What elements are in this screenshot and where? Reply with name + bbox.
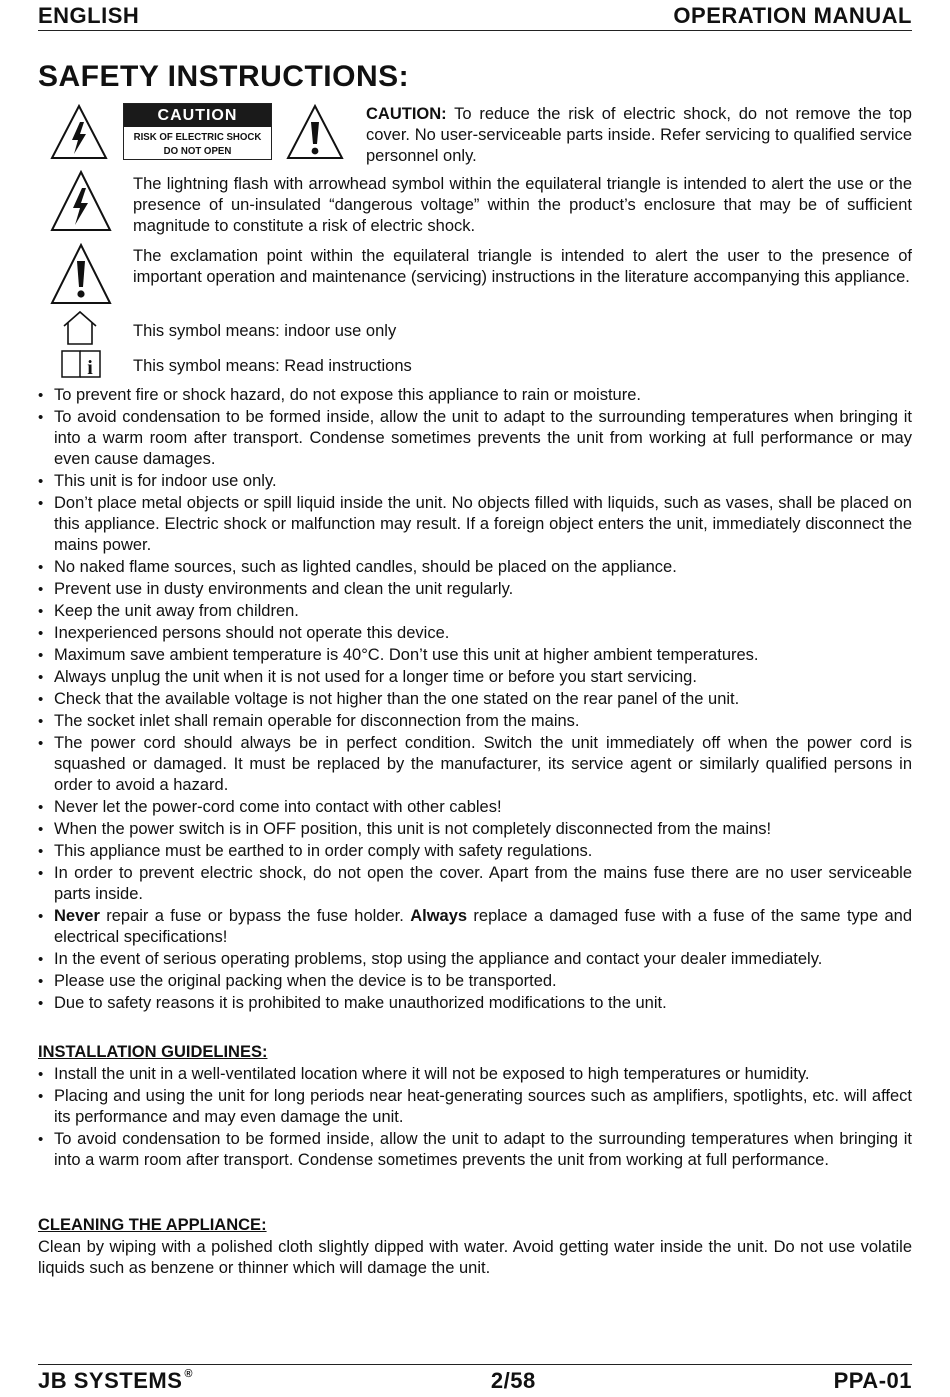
footer-registered-mark: ® xyxy=(184,1368,193,1380)
safety-item: • No naked flame sources, such as lighted candles, should be placed on the appliance. xyxy=(38,557,912,578)
installation-heading: INSTALLATION GUIDELINES: xyxy=(38,1043,268,1061)
caution-badge xyxy=(123,103,272,160)
book-info-icon xyxy=(60,347,102,379)
lightning-symbol-description: The lightning flash with arrowhead symbol within the equilateral triangle is intended to alert the use or the presence of un-insulated “dangerous voltage” within the product’s enclosure that may be of sufficient magnitude to constitute a risk of electric shock. xyxy=(133,175,912,235)
safety-item: • The power cord should always be in perfect condition. Switch the unit immediately off when the power cord is squashed or damaged. It must be replaced by the manufacturer, its service agent or similarly qualified persons in order to avoid a hazard. xyxy=(38,733,912,796)
footer-page-number: 2/58 xyxy=(490,1368,536,1393)
safety-item: • To avoid condensation to be formed inside, allow the unit to adapt to the surrounding temperatures when bringing it into a warm room after transport. Condense sometimes prevents the unit from working at full performance or may even cause damages. xyxy=(38,407,912,470)
safety-item: • This appliance must be earthed to in order comply with safety regulations. xyxy=(38,841,912,862)
caution-badge-text xyxy=(130,127,265,158)
page-title: SAFETY INSTRUCTIONS: xyxy=(38,60,410,93)
safety-item-fuse xyxy=(38,906,912,948)
page-footer xyxy=(38,1364,912,1397)
footer-brand xyxy=(38,1368,193,1394)
safety-item: • The socket inlet shall remain operable for disconnection from the mains. xyxy=(38,711,912,732)
footer-model: PPA-01 xyxy=(833,1368,912,1393)
caution-badge-line1: RISK OF ELECTRIC SHOCK xyxy=(133,131,262,143)
header-doc-type: OPERATION MANUAL xyxy=(673,3,912,28)
safety-item: • Always unplug the unit when it is not used for a longer time or before you start servicing. xyxy=(38,667,912,688)
safety-item: • Check that the available voltage is not higher than the one stated on the rear panel of the unit. xyxy=(38,689,912,710)
safety-item: • When the power switch is in OFF position, this unit is not completely disconnected from the mains! xyxy=(38,819,912,840)
indoor-symbol-description: This symbol means: indoor use only xyxy=(133,322,397,340)
cleaning-paragraph: Clean by wiping with a polished cloth slightly dipped with water. Avoid getting water inside the unit. Do not use volatile liquids such as benzene or thinner which will damage the unit. xyxy=(38,1238,912,1277)
lightning-warning-icon xyxy=(50,104,108,160)
footer-brand-name: JB SYSTEMS xyxy=(38,1368,183,1393)
caution-badge-line2: DO NOT OPEN xyxy=(163,145,232,157)
safety-item: • Due to safety reasons it is prohibited to make unauthorized modifications to the unit. xyxy=(38,993,912,1014)
safety-item: • Keep the unit away from children. xyxy=(38,601,912,622)
page-header xyxy=(38,2,912,31)
svg-text:i: i xyxy=(87,357,93,379)
exclamation-warning-icon xyxy=(286,104,344,160)
caution-label: CAUTION: xyxy=(366,105,447,123)
safety-item: • To prevent fire or shock hazard, do not expose this appliance to rain or moisture. xyxy=(38,385,912,406)
installation-item: • To avoid condensation to be formed inside, allow the unit to adapt to the surrounding temperatures when bringing it into a warm room after transport. Condense sometimes prevents the unit from working at full performance. xyxy=(38,1129,912,1171)
safety-item: • Maximum save ambient temperature is 40°C. Don’t use this unit at higher ambient temperatures. xyxy=(38,645,912,666)
read-symbol-description: This symbol means: Read instructions xyxy=(133,357,412,375)
safety-item: • Don’t place metal objects or spill liquid inside the unit. No objects filled with liquids, such as vases, shall be placed on this appliance. Electric shock or malfunction may result. If a foreign object enters the unit, immediately disconnect the mains power. xyxy=(38,493,912,556)
safety-item: • In the event of serious operating problems, stop using the appliance and contact your dealer immediately. xyxy=(38,949,912,970)
caution-badge-title: CAUTION xyxy=(124,104,271,127)
header-language: ENGLISH xyxy=(38,3,140,28)
exclamation-symbol-description: The exclamation point within the equilateral triangle is intended to alert the user to the presence of important operation and maintenance (servicing) instructions in the literature accompanying this appliance. xyxy=(133,247,912,286)
safety-item: • Prevent use in dusty environments and clean the unit regularly. xyxy=(38,579,912,600)
installation-item: • Install the unit in a well-ventilated location where it will not be exposed to high temperatures or humidity. xyxy=(38,1064,912,1085)
caution-body: To reduce the risk of electric shock, do not remove the top cover. No user-serviceable parts inside. Refer servicing to qualified service personnel only. xyxy=(366,105,912,165)
fuse-never: Never xyxy=(54,907,100,925)
caution-paragraph xyxy=(366,104,912,167)
lightning-triangle-icon xyxy=(50,170,112,232)
safety-item: • This unit is for indoor use only. xyxy=(38,471,912,492)
fuse-part1: repair a fuse or bypass the fuse holder. xyxy=(99,907,411,925)
installation-item: • Placing and using the unit for long periods near heat-generating sources such as amplifiers, spotlights, etc. will affect its performance and may even damage the unit. xyxy=(38,1086,912,1128)
safety-item: • In order to prevent electric shock, do not open the cover. Apart from the mains fuse there are no user serviceable parts inside. xyxy=(38,863,912,905)
safety-item: • Never let the power-cord come into contact with other cables! xyxy=(38,797,912,818)
safety-item: • Inexperienced persons should not operate this device. xyxy=(38,623,912,644)
exclamation-triangle-icon xyxy=(50,243,112,305)
fuse-always: Always xyxy=(410,907,468,925)
installation-list xyxy=(38,1064,912,1172)
house-icon xyxy=(62,310,98,346)
fuse-part2: replace a damaged fuse with a fuse of the same type and electrical specifications! xyxy=(54,907,913,946)
safety-item: • Please use the original packing when the device is to be transported. xyxy=(38,971,912,992)
safety-list xyxy=(38,385,912,1015)
cleaning-heading: CLEANING THE APPLIANCE: xyxy=(38,1216,267,1234)
